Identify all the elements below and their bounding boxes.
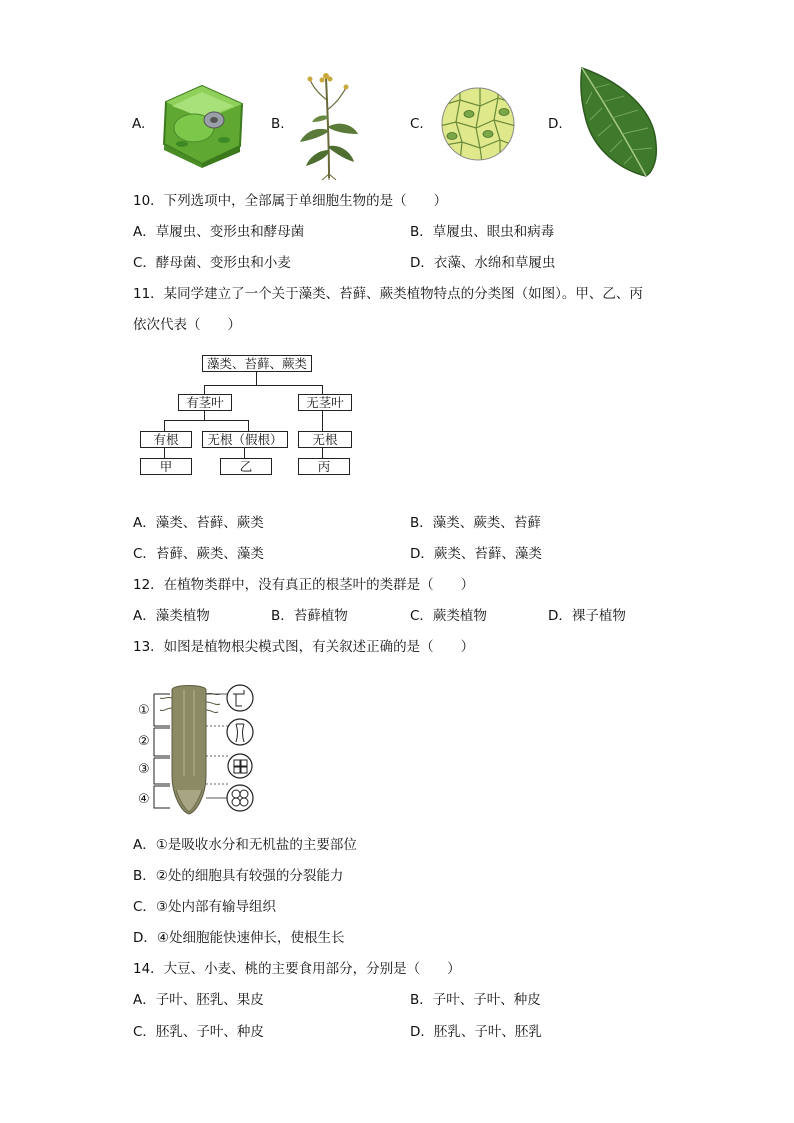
epidermis-microscope-image bbox=[440, 86, 516, 162]
connector bbox=[164, 420, 248, 421]
q11-option-a: A．藻类、苔藓、蕨类 bbox=[133, 515, 264, 531]
q11-option-d: D．蕨类、苔藓、藻类 bbox=[410, 546, 542, 562]
q10-option-b: B．草履虫、眼虫和病毒 bbox=[410, 224, 555, 240]
q11-stem-line1: 11．某同学建立了一个关于藻类、苔藓、蕨类植物特点的分类图（如图）。甲、乙、丙 bbox=[133, 286, 643, 302]
connector bbox=[164, 420, 165, 431]
connector bbox=[164, 448, 165, 458]
connector bbox=[322, 411, 323, 431]
q10-option-a: A．草履虫、变形虫和酵母菌 bbox=[133, 224, 305, 240]
chart-without-stem-leaf-box: 无茎叶 bbox=[298, 394, 352, 411]
chart-with-stem-leaf-box: 有茎叶 bbox=[178, 394, 232, 411]
q14-option-b: B．子叶、子叶、种皮 bbox=[410, 992, 541, 1008]
flowering-plant-image bbox=[296, 70, 362, 180]
q13-option-c: C．③处内部有输导组织 bbox=[133, 899, 277, 915]
connector bbox=[204, 385, 205, 394]
q11-option-b: B．藻类、蕨类、苔藓 bbox=[410, 515, 541, 531]
connector bbox=[244, 448, 245, 458]
connector bbox=[204, 411, 205, 420]
leaf-image bbox=[576, 66, 660, 178]
q14-stem: 14．大豆、小麦、桃的主要食用部分，分别是（ ） bbox=[133, 961, 461, 977]
option-c-label: C. bbox=[410, 116, 424, 132]
connector bbox=[322, 448, 323, 458]
q12-option-b: B．苔藓植物 bbox=[271, 608, 348, 624]
q13-option-b: B．②处的细胞具有较强的分裂能力 bbox=[133, 868, 344, 884]
chart-false-root-box: 无根（假根） bbox=[202, 431, 288, 448]
q10-option-d: D．衣藻、水绵和草履虫 bbox=[410, 255, 556, 271]
q12-stem: 12．在植物类群中，没有真正的根茎叶的类群是（ ） bbox=[133, 577, 475, 593]
q14-option-d: D．胚乳、子叶、胚乳 bbox=[410, 1024, 542, 1040]
root-zone-2-label: ② bbox=[138, 734, 150, 749]
connector bbox=[322, 385, 323, 394]
option-a-label: A. bbox=[132, 116, 146, 132]
q12-option-a: A．藻类植物 bbox=[133, 608, 210, 624]
chart-root-box: 藻类、苔藓、蕨类 bbox=[202, 355, 312, 372]
q11-option-c: C．苔藓、蕨类、藻类 bbox=[133, 546, 264, 562]
chart-no-root-box: 无根 bbox=[298, 431, 352, 448]
q11-stem-line2: 依次代表（ ） bbox=[133, 317, 241, 333]
q12-option-c: C．蕨类植物 bbox=[410, 608, 487, 624]
q13-option-a: A．①是吸收水分和无机盐的主要部位 bbox=[133, 837, 357, 853]
q12-option-d: D．裸子植物 bbox=[548, 608, 626, 624]
root-zone-4-label: ④ bbox=[138, 792, 150, 807]
option-b-label: B. bbox=[271, 116, 285, 132]
root-tip-diagram bbox=[136, 680, 262, 816]
plant-cell-image bbox=[158, 80, 246, 168]
q14-option-a: A．子叶、胚乳、果皮 bbox=[133, 992, 264, 1008]
option-d-label: D. bbox=[548, 116, 563, 132]
connector bbox=[204, 385, 322, 386]
connector bbox=[248, 420, 249, 431]
q13-option-d: D．④处细胞能快速伸长，使根生长 bbox=[133, 930, 345, 946]
root-zone-1-label: ① bbox=[138, 703, 150, 718]
q14-option-c: C．胚乳、子叶、种皮 bbox=[133, 1024, 264, 1040]
q10-option-c: C．酵母菌、变形虫和小麦 bbox=[133, 255, 291, 271]
classification-chart bbox=[136, 352, 356, 494]
q10-stem: 10．下列选项中，全部属于单细胞生物的是（ ） bbox=[133, 193, 448, 209]
root-zone-3-label: ③ bbox=[138, 762, 150, 777]
q13-stem: 13．如图是植物根尖模式图，有关叙述正确的是（ ） bbox=[133, 639, 475, 655]
chart-leaf-bing: 丙 bbox=[298, 458, 350, 475]
connector bbox=[256, 372, 257, 385]
chart-leaf-jia: 甲 bbox=[140, 458, 192, 475]
chart-leaf-yi: 乙 bbox=[220, 458, 272, 475]
chart-has-root-box: 有根 bbox=[140, 431, 192, 448]
